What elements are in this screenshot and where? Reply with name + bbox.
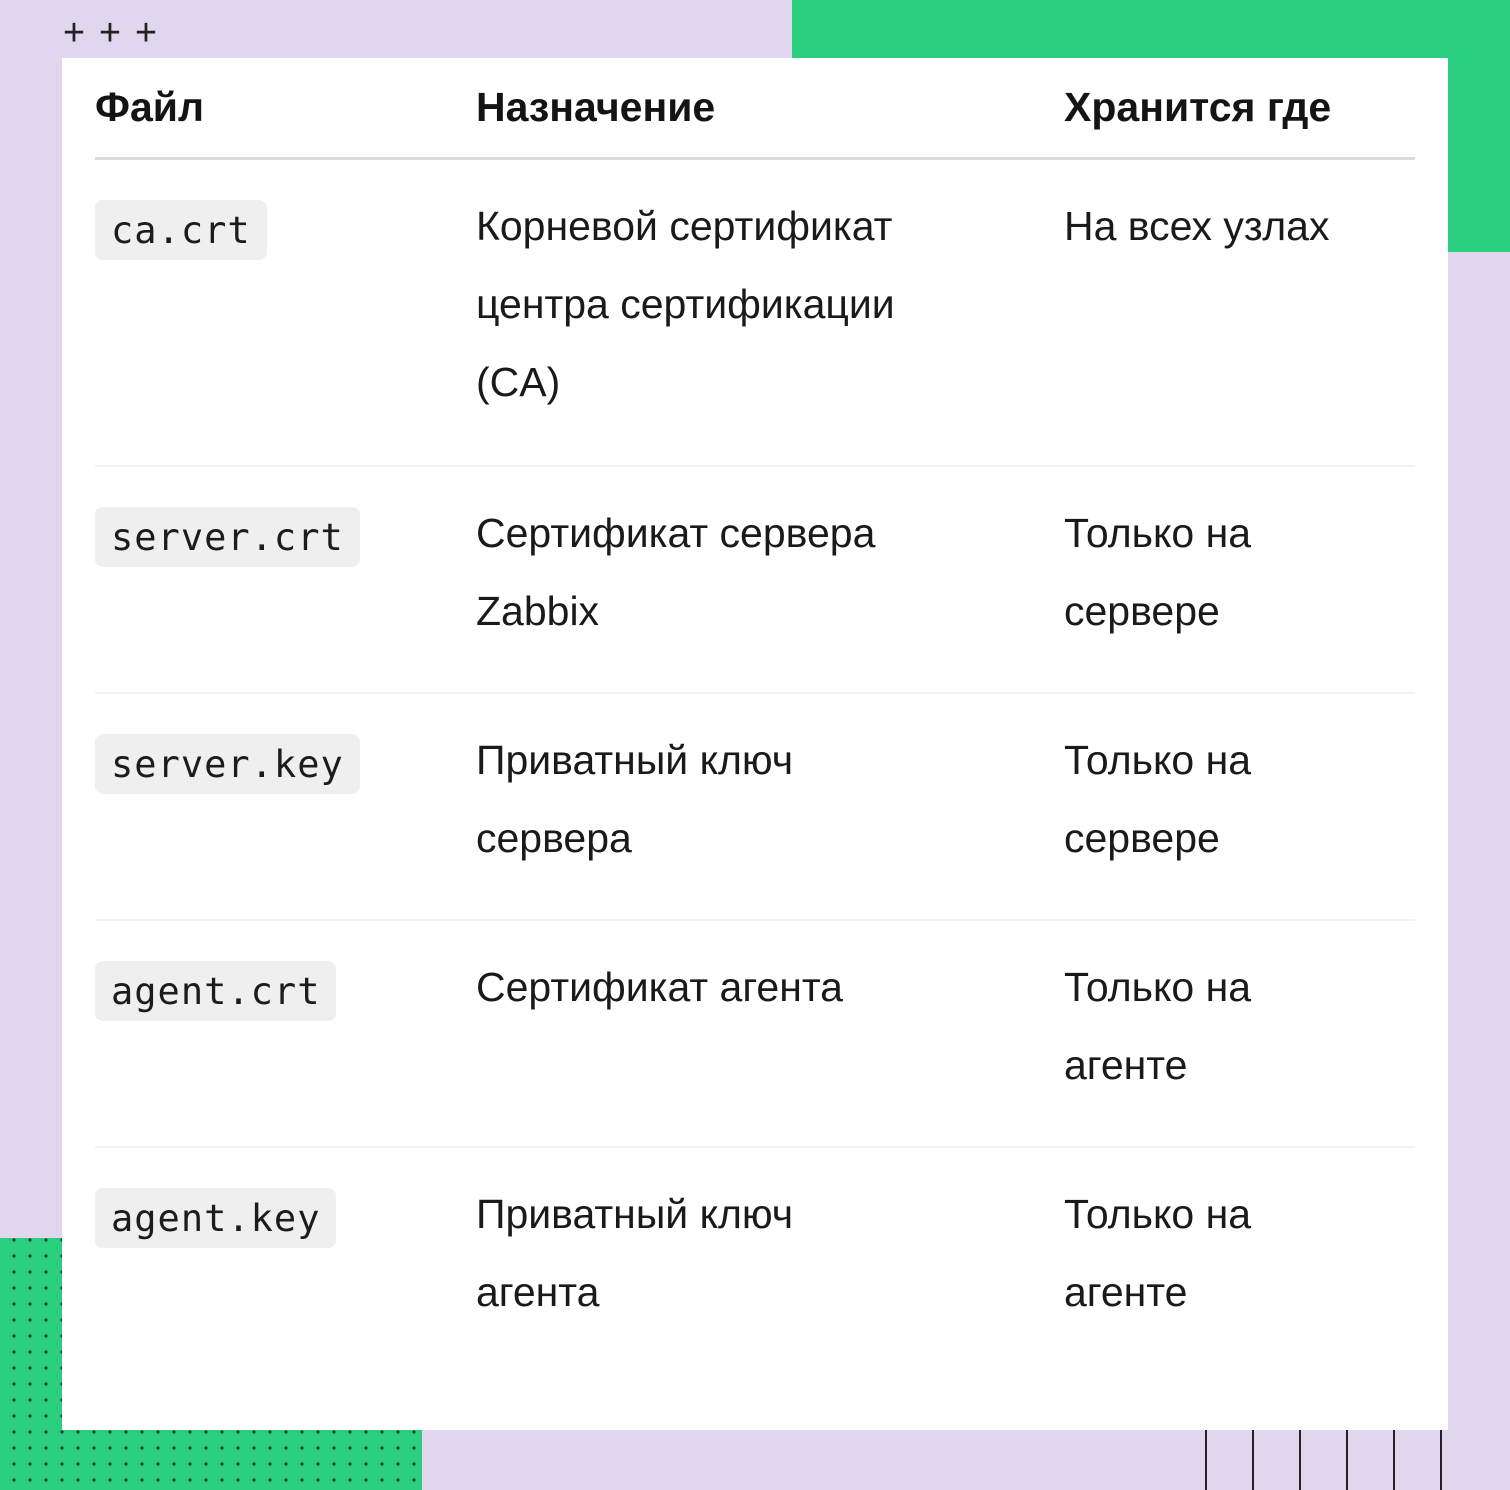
purpose-cell: Корневой сертификат центра сертификации (CA) (476, 203, 895, 405)
header-location: Хранится где (1064, 84, 1332, 130)
purpose-cell: Сертификат агента (476, 964, 843, 1010)
location-cell: Только на сервере (1064, 737, 1252, 861)
table-row (95, 467, 1415, 694)
line-decor (1205, 1430, 1207, 1490)
purpose-cell: Приватный ключ сервера (476, 737, 794, 861)
header-file: Файл (95, 84, 205, 130)
line-decor (1252, 1430, 1254, 1490)
header-purpose: Назначение (476, 84, 716, 130)
location-cell: Только на агенте (1064, 964, 1252, 1088)
purpose-cell: Приватный ключ агента (476, 1191, 794, 1315)
vertical-lines-decor (1205, 1430, 1445, 1490)
file-name: server.key (95, 734, 360, 794)
plus-icon: + (62, 12, 86, 54)
table-card (62, 58, 1448, 1430)
purpose-cell: Сертификат сервера Zabbix (476, 510, 876, 634)
plus-icon: + (98, 12, 122, 54)
location-cell: Только на агенте (1064, 1191, 1252, 1315)
line-decor (1440, 1430, 1442, 1490)
dotted-decor-bottom (0, 1430, 422, 1490)
plus-icon: + (134, 12, 158, 54)
certificates-table (95, 58, 1415, 1375)
file-name: agent.crt (95, 961, 336, 1021)
location-cell: Только на сервере (1064, 510, 1252, 634)
line-decor (1299, 1430, 1301, 1490)
line-decor (1393, 1430, 1395, 1490)
file-name: agent.key (95, 1188, 336, 1248)
table-header (95, 58, 1415, 160)
file-name: server.crt (95, 507, 360, 567)
table-row (95, 694, 1415, 921)
plus-decor (60, 14, 160, 52)
table-row (95, 921, 1415, 1148)
location-cell: На всех узлах (1064, 203, 1330, 249)
table-row (95, 1148, 1415, 1375)
file-name: ca.crt (95, 200, 267, 260)
table-row (95, 160, 1415, 467)
line-decor (1346, 1430, 1348, 1490)
